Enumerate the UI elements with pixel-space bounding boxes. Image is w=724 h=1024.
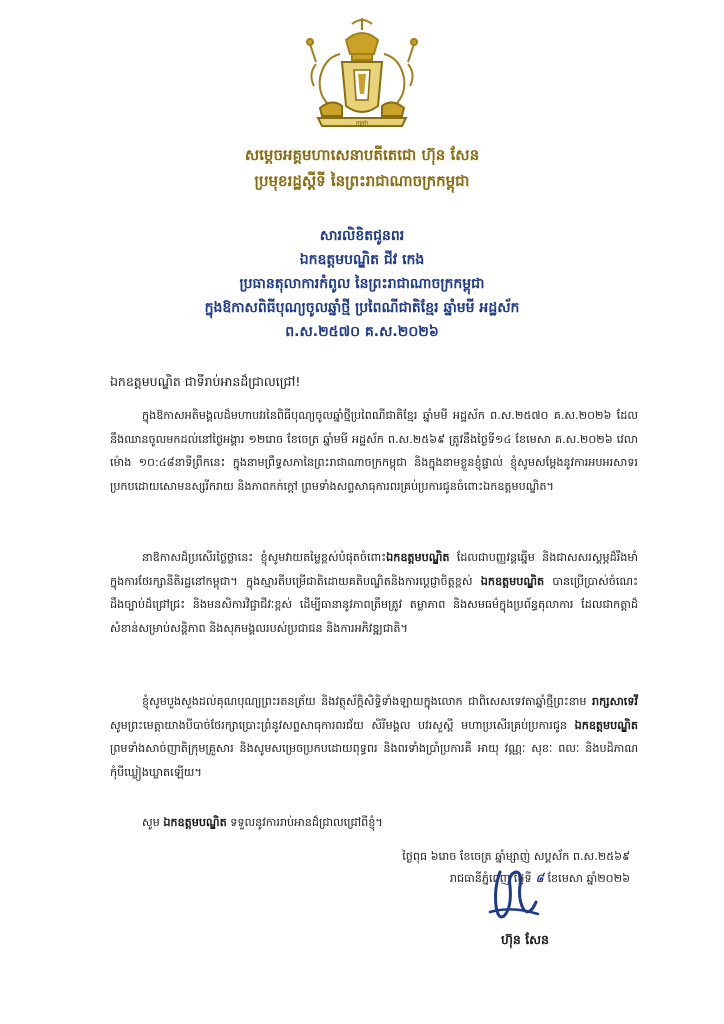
era-line: ព.ស.២៥៧០ គ.ស.២០២៦ <box>285 324 439 340</box>
emblem-banner-text: កម្ពុជា <box>355 120 369 127</box>
paragraph-3-text: ខ្ញុំសូមបួងសួងដល់គុណបុណ្យព្រះរតនត្រ័យ និងវត្ថុស័ក្តិសិទ្ធិទាំងឡាយក្នុងលោក ជាពិសេសទេវតាឆ្នាំថ្មីព្រះនាម <box>142 695 593 708</box>
recipient-name: ឯកឧត្តមបណ្ឌិត ជីវ កេង <box>299 252 425 268</box>
issuer-title: ប្រមុខរដ្ឋស្តីទី នៃព្រះរាជាណាចក្រកម្ពុជា <box>254 172 470 190</box>
closing-text: សូម <box>142 816 164 829</box>
paragraph-2-bold: ឯកឧត្តមបណ្ឌិត <box>386 551 450 564</box>
paragraph-2-text: នាឱកាសដ៏ប្រសើរថ្លៃថ្លានេះ ខ្ញុំសូមវាយតម្លៃខ្ពស់បំផុតចំពោះ <box>142 551 387 564</box>
paragraph-2-bold: ឯកឧត្តមបណ្ឌិត <box>480 574 545 588</box>
paragraph-3 <box>110 690 638 784</box>
handwritten-day: ៨ <box>535 872 544 885</box>
issuer-name: សម្តេចអគ្គមហាសេនាបតីតេជោ ហ៊ុន សែន <box>244 146 480 164</box>
paragraph-1: ក្នុងឱកាសអតិមង្គលដ៏មហាបវរនៃពិធីបុណ្យចូលឆ្នាំថ្មីប្រពៃណីជាតិខ្មែរ ឆ្នាំមមី អដ្ឋស័ក ព.ស.២៥៧០ គ.ស.២០២៦ ដែលនឹងឈានចូលមកដល់នៅថ្ងៃអង្គារ ១២រោច ខែចេត្រ ឆ្នាំមមី អដ្ឋស័ក ព.ស.២៥៦៩ ត្រូវនឹងថ្ងៃទី១៤ ខែមេសា គ.ស.២០២៦ វេលាម៉ោង ១០:៤៨នាទីព្រឹកនេះ ក្នុងនាមព្រឹទ្ធសភានៃព្រះរាជាណាចក្រកម្ពុជា និងក្នុងនាមខ្លួនខ្ញុំផ្ទាល់ ខ្ញុំសូមសម្តែងនូវការអបអរសាទរប្រកបដោយសោមនស្សរីករាយ និងភាពកក់ក្តៅ ព្រមទាំងសព្ទសាធុការពរគ្រប់ប្រការជូនចំពោះឯកឧត្តមបណ្ឌិត។ <box>110 409 638 493</box>
place-date-prefix: រាជធានីភ្នំពេញ ថ្ងៃទី <box>449 872 532 885</box>
letter-title: សារលិខិតជូនពរ <box>319 228 405 244</box>
closing-bold: ឯកឧត្តមបណ្ឌិត <box>163 816 227 829</box>
place-date-month-year: ខែមេសា ឆ្នាំ២០២៦ <box>547 872 630 885</box>
occasion-line: ក្នុងឱកាសពិធីបុណ្យចូលឆ្នាំថ្មី ប្រពៃណីជាតិខ្មែរ ឆ្នាំមមី អដ្ឋស័ក <box>204 300 520 316</box>
lunar-date: ថ្ងៃពុធ ៦រោច ខែចេត្រ ឆ្នាំម្សាញ់ សប្តស័ក ព.ស.២៥៦៩ <box>402 850 630 863</box>
salutation: ឯកឧត្តមបណ្ឌិត ជាទីរាប់អានដ៏ជ្រាលជ្រៅ! <box>110 374 301 389</box>
closing-text: ទទួលនូវការរាប់អានដ៏ជ្រាលជ្រៅពីខ្ញុំ។ <box>226 816 383 829</box>
paragraph-3-bold: ឯកឧត្តមបណ្ឌិត <box>574 718 638 732</box>
place-date <box>330 868 630 890</box>
closing-line <box>110 812 638 834</box>
paragraph-2-text: បានប្រើប្រាស់ចំណេះដឹងច្បាប់ដ៏ជ្រៅជ្រះ និងមនសិការវិជ្ជាជីវៈខ្ពស់ ដើម្បីធានានូវភាពត្រឹមត្រូវ តម្លាភាព និងសមធម៌ក្នុងប្រព័ន្ធតុលាការ ដែលជាកត្តាដ៏សំខាន់សម្រាប់សន្តិភាព និងសុភមង្គលរបស់ប្រជាជន និងការអភិវឌ្ឍជាតិ។ <box>110 574 638 635</box>
royal-coat-of-arms-emblem <box>302 14 422 132</box>
recipient-position: ប្រធានតុលាការកំពូល នៃព្រះរាជាណាចក្រកម្ពុជា <box>239 276 485 292</box>
signature <box>486 866 542 924</box>
paragraph-2-text: ដែលជាបញ្ញវន្តឆ្នើម និងជាសសរស្តម្ភដ៏រឹងមាំក្នុងការថែរក្សានីតិរដ្ឋនៅកម្ពុជា។ ក្នុងស្មារតីបម្រើជាតិដោយគតិបណ្ឌិតនិងការប្តេជ្ញាចិត្តខ្ពស់ <box>110 551 638 588</box>
paragraph-2 <box>110 546 638 640</box>
paragraph-3-bold: រាក្សសាទេវី <box>592 695 638 708</box>
paragraph-3-text: សូមព្រះមេត្តាយាងបីបាច់ថែរក្សាប្រោះព្រំនូវសព្ទសាធុការពរជ័យ សិរីមង្គល បវរសួស្តី មហាប្រសើរគ្រប់ប្រការជូន <box>110 718 575 732</box>
signer-name: ហ៊ុន សែន <box>501 932 549 947</box>
paragraph-3-text: ព្រមទាំងសាច់ញាតិក្រុមគ្រួសារ និងសូមសម្រេចប្រកបដោយពុទ្ធពរ និងពរទាំងប្រាំប្រការគឺ អាយុ វណ្ណៈ សុខៈ ពលៈ និងបដិភាណ កុំបីឃ្លៀងឃ្លាតឡើយ។ <box>110 742 638 779</box>
